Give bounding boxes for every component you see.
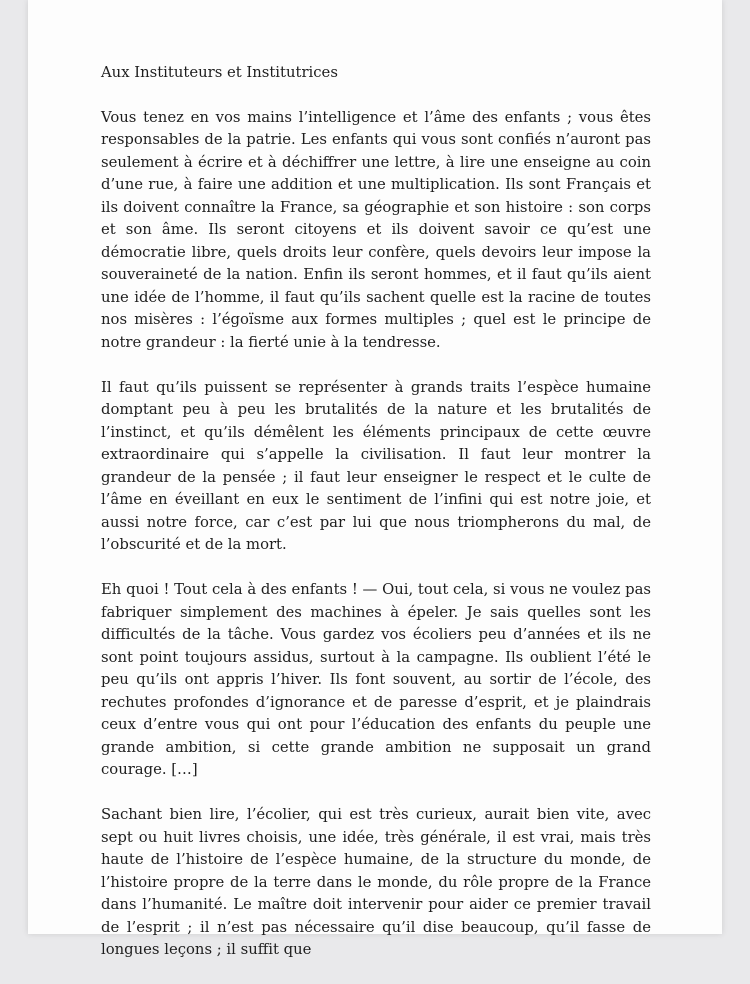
paragraph-2: Il faut qu’ils puissent se représenter à grands traits l’espèce humaine domptant peu à peu les brutalités de la nature et les brutalités de l’instinct, et qu’ils démêlent les éléments principaux de cette œuvre extraordinaire qui s’appelle la civilisation. Il faut leur montrer la grandeur de la pensée ; il faut leur enseigner le respect et le culte de l’âme en éveillant en eux le sentiment de l’infini qui est notre joie, et aussi notre force, car c’est par lui que nous triompherons du mal, de l’obscurité et de la mort. <box>101 378 651 553</box>
document-body <box>101 62 651 984</box>
paragraph-4: Sachant bien lire, l’écolier, qui est très curieux, aurait bien vite, avec sept ou huit livres choisis, une idée, très générale, il est vrai, mais très haute de l’histoire de l’espèce humaine, de la structure du monde, de l’histoire propre de la terre dans le monde, du rôle propre de la France dans l’humanité. Le maître doit intervenir pour aider ce premier travail de l’esprit ; il n’est pas nécessaire qu’il dise beaucoup, qu’il fasse de longues leçons ; il suffit que <box>101 806 651 958</box>
document-page <box>28 0 722 958</box>
paragraph-1: Vous tenez en vos mains l’intelligence et l’âme des enfants ; vous êtes responsables de la patrie. Les enfants qui vous sont confiés n’auront pas seulement à écrire et à déchiffrer une lettre, à lire une enseigne au coin d’une rue, à faire une addition et une multiplication. Ils sont Français et ils doivent connaître la France, sa géographie et son histoire : son corps et son âme. Ils seront citoyens et ils doivent savoir ce qu’est une démocratie libre, quels droits leur confère, quels devoirs leur impose la souveraineté de la nation. Enfin ils seront hommes, et il faut qu’ils aient une idée de l’homme, il faut qu’ils sachent quelle est la racine de toutes nos misères : l’égoïsme aux formes multiples ; quel est le principe de notre grandeur : la fierté unie à la tendresse. <box>101 108 651 351</box>
document-heading: Aux Instituteurs et Institutrices <box>101 64 338 81</box>
paragraph-3: Eh quoi ! Tout cela à des enfants ! — Oui, tout cela, si vous ne voulez pas fabriquer simplement des machines à épeler. Je sais quelles sont les difficultés de la tâche. Vous gardez vos écoliers peu d’années et ils ne sont point toujours assidus, surtout à la campagne. Ils oublient l’été le peu qu’ils ont appris l’hiver. Ils font souvent, au sortir de l’école, des rechutes profondes d’ignorance et de paresse d’esprit, et je plaindrais ceux d’entre vous qui ont pour l’éducation des enfants du peuple une grande ambition, si cette grande ambition ne supposait un grand courage. […] <box>101 581 651 778</box>
